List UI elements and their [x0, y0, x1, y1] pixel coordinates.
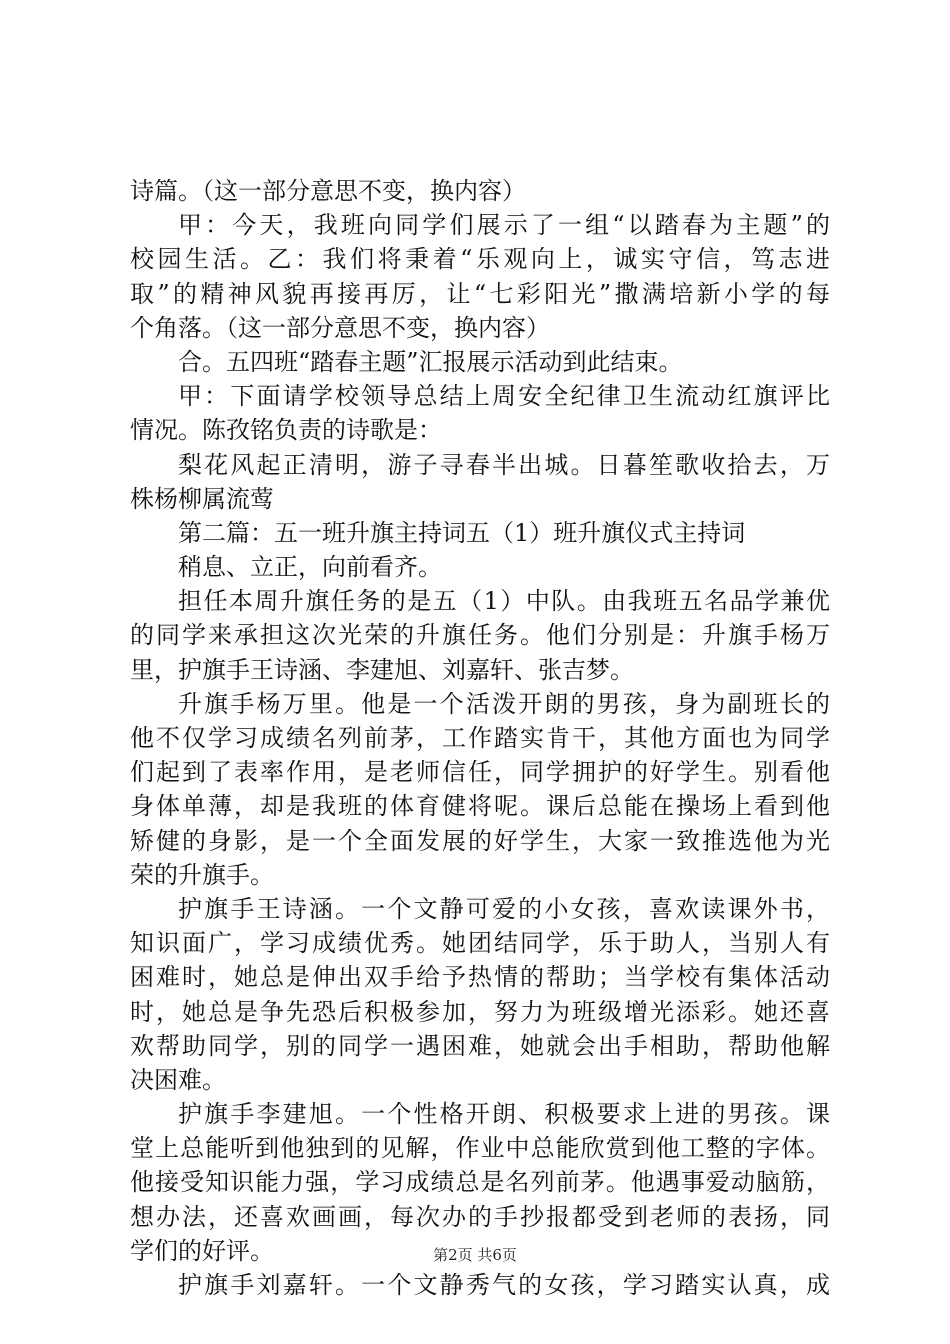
text-line: 升旗手杨万里。他是一个活泼开朗的男孩，身为副班长的: [178, 689, 830, 718]
text-line: 的同学来承担这次光荣的升旗任务。他们分别是：升旗手杨万: [130, 621, 830, 650]
text-line: 稍息、立正，向前看齐。: [178, 553, 442, 582]
text-line: 护旗手王诗涵。一个文静可爱的小女孩，喜欢读课外书，: [178, 894, 830, 923]
text-line: 身体单薄，却是我班的体育健将呢。课后总能在操场上看到他: [130, 792, 830, 821]
document-body: [130, 174, 830, 1302]
text-line: 想办法，还喜欢画画，每次办的手抄报都受到老师的表扬，同: [130, 1202, 830, 1231]
text-line: 里，护旗手王诗涵、李建旭、刘嘉轩、张吉梦。: [130, 655, 634, 684]
text-line: 合。五四班“踏春主题”汇报展示活动到此结束。: [178, 347, 683, 376]
text-line: 困难时，她总是伸出双手给予热情的帮助；当学校有集体活动: [130, 963, 830, 992]
text-line: 们起到了表率作用，是老师信任，同学拥护的好学生。别看他: [130, 758, 830, 787]
text-line: 时，她总是争先恐后积极参加，努力为班级增光添彩。她还喜: [130, 997, 830, 1026]
text-line: 第二篇：五一班升旗主持词五（1）班升旗仪式主持词: [178, 518, 746, 547]
text-line: 校园生活。乙：我们将秉着“乐观向上，诚实守信，笃志进: [130, 245, 830, 274]
text-line: 荣的升旗手。: [130, 860, 274, 889]
text-line: 堂上总能听到他独到的见解，作业中总能欣赏到他工整的字体。: [130, 1134, 830, 1163]
text-line: 欢帮助同学，别的同学一遇困难，她就会出手相助，帮助他解: [130, 1031, 830, 1060]
text-line: 决困难。: [130, 1065, 226, 1094]
text-line: 矫健的身影，是一个全面发展的好学生，大家一致推选他为光: [130, 826, 830, 855]
text-line: 他不仅学习成绩名列前茅，工作踏实肯干，其他方面也为同学: [130, 724, 830, 752]
text-line: 株杨柳属流莺: [130, 484, 274, 513]
text-line: 知识面广，学习成绩优秀。她团结同学，乐于助人，当别人有: [130, 929, 830, 958]
text-line: 情况。陈孜铭负责的诗歌是：: [130, 416, 442, 445]
text-line: 护旗手李建旭。一个性格开朗、积极要求上进的男孩。课: [178, 1100, 830, 1129]
text-line: 取”的精神风貌再接再厉，让“七彩阳光”撒满培新小学的每: [130, 279, 830, 308]
text-line: 护旗手刘嘉轩。一个文静秀气的女孩，学习踏实认真，成: [178, 1271, 830, 1299]
text-line: 甲：今天，我班向同学们展示了一组“以踏春为主题”的: [178, 211, 830, 240]
page-footer: 第2页 共6页: [433, 1246, 517, 1264]
text-line: 学们的好评。: [130, 1236, 274, 1265]
text-line: 担任本周升旗任务的是五（1）中队。由我班五名品学兼优: [178, 587, 830, 616]
text-line: 个角落。（这一部分意思不变，换内容）: [130, 313, 550, 342]
text-line: 甲：下面请学校领导总结上周安全纪律卫生流动红旗评比: [178, 382, 830, 411]
text-line: 他接受知识能力强，学习成绩总是名列前茅。他遇事爱动脑筋，: [130, 1168, 830, 1197]
text-line: 梨花风起正清明，游子寻春半出城。日暮笙歌收拾去，万: [178, 450, 830, 479]
text-line: 诗篇。（这一部分意思不变，换内容）: [130, 177, 526, 205]
